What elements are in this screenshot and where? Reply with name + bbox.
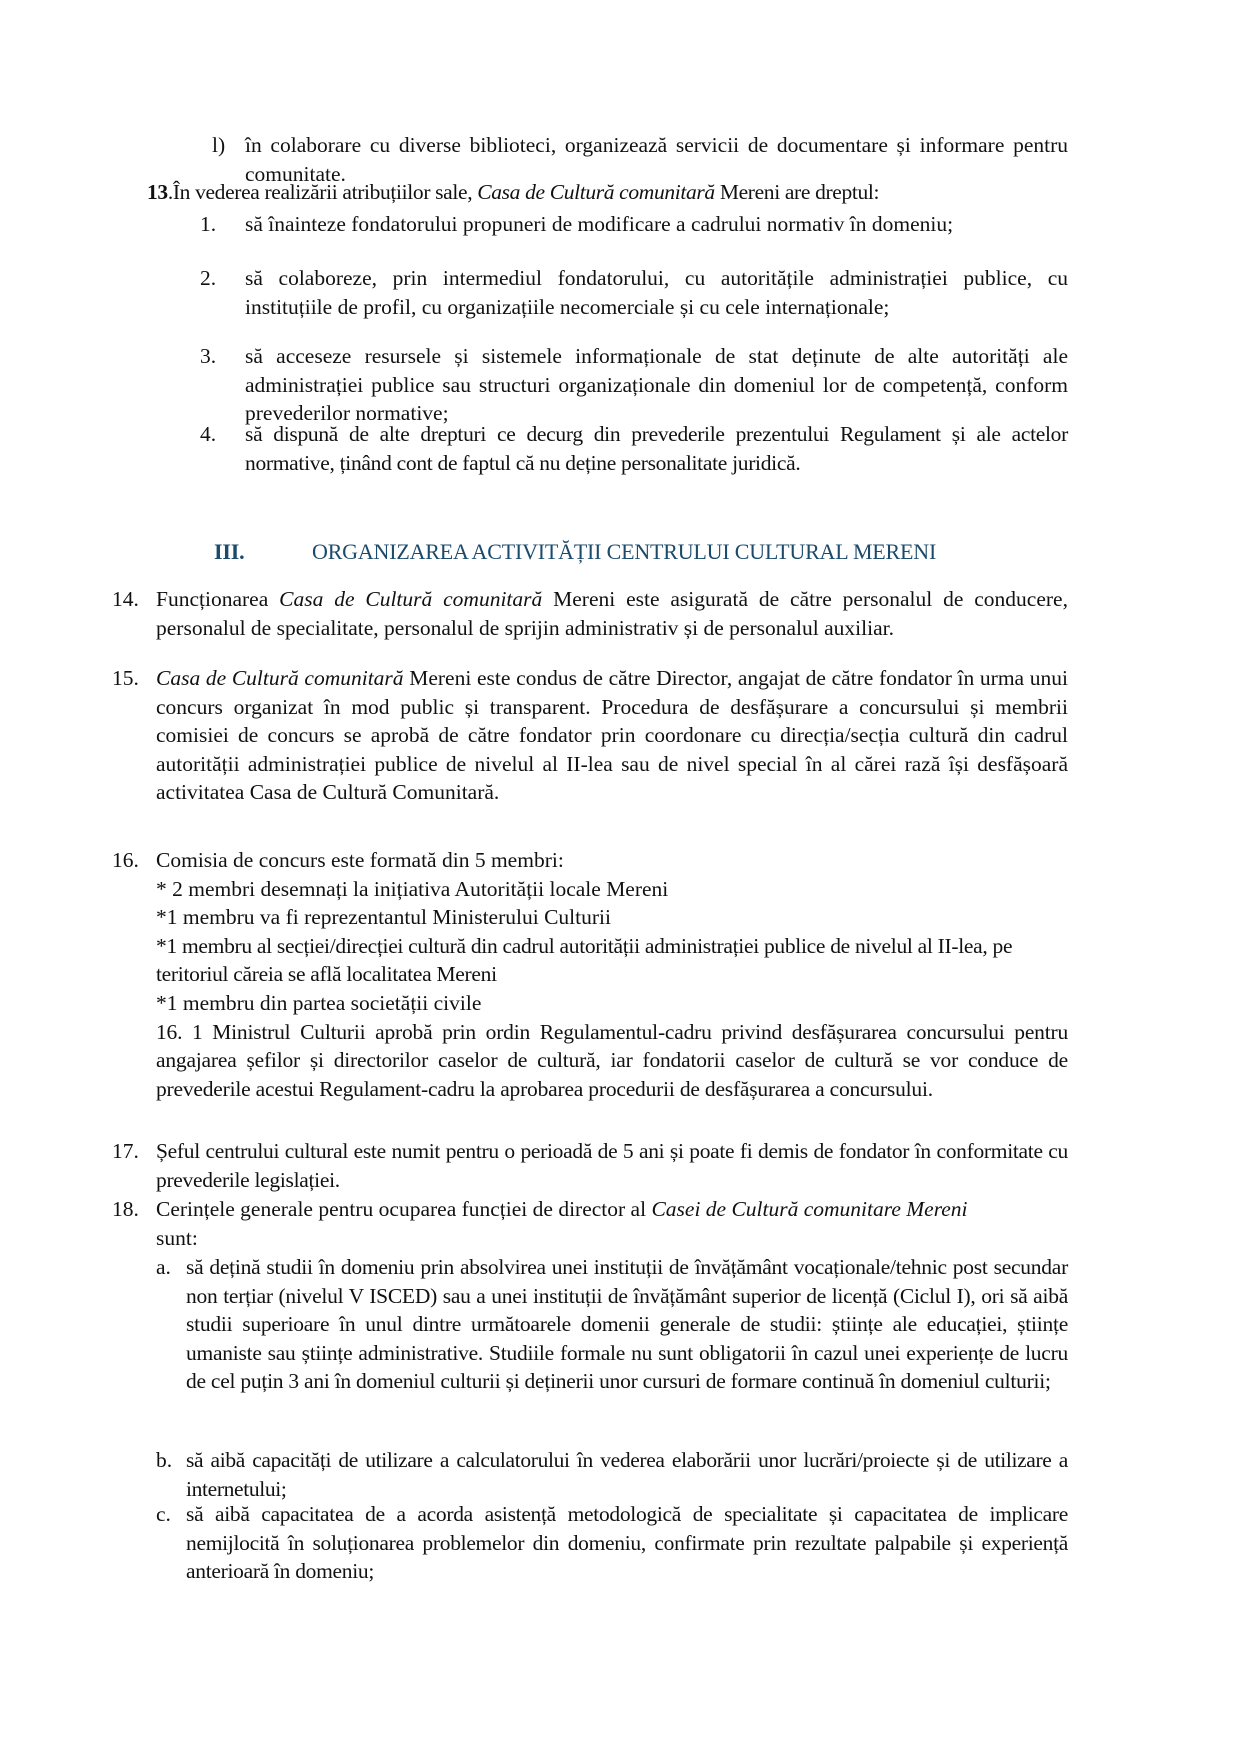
list-marker: c. [156, 1502, 171, 1526]
committee-member: *1 membru al secției/direcției cultură din cadrul autorității administrației publice de nivelul al II-lea, pe teritoriul căreia se află localitatea Mereni [156, 933, 1013, 987]
list-item [200, 264, 1068, 321]
text-segment: Mereni este asigurată de către personalul de conducere, personalul de specialitate, personalul de sprijin administrativ și de personalul auxiliar. [156, 587, 1068, 640]
paragraph-14 [112, 585, 1068, 642]
list-item [156, 1446, 1068, 1503]
list-item-text: să dețină studii în domeniu prin absolvirea unei instituții de învățământ vocaționale/tehnic post secundar non terțiar (nivelul V ISCED) sau a unei instituții de învățământ superior de licență (Ciclul I), ori să aibă studii superioare în unul dintre următoarele domenii generale de studii: științe ale educației, științe umaniste sau științe administrative. Studiile formale nu sunt obligatorii în cazul unei experiențe de lucru de cel puțin 3 ani în domeniul culturii și deținerii unor cursuri de formare continuă în domeniul culturii; [186, 1255, 1068, 1394]
list-item-text: să aibă capacități de utilizare a calculatorului în vederea elaborării unor lucrări/proiecte și de utilizare a internetului; [186, 1448, 1068, 1501]
subparagraph-16-1: 16. 1 Ministrul Culturii aprobă prin ordin Regulamentul-cadru privind desfășurarea concursului pentru angajarea șefilor și directorilor caselor de cultură, iar fondatorii caselor de cultură se vor conduce de prevederile acestui Regulament-cadru la aprobarea procedurii de desfășurarea a concursului. [156, 1019, 1068, 1101]
list-marker: l) [212, 133, 226, 157]
paragraph-number: 17. [112, 1139, 139, 1163]
list-marker: 4. [200, 422, 217, 446]
section-number: III. [214, 539, 245, 564]
list-marker: a. [156, 1255, 171, 1279]
list-item-text: să dispună de alte drepturi ce decurg din prevederile prezentului Regulament și ale actelor normative, ținând cont de faptul că nu deține personalitate juridică. [245, 422, 1068, 475]
list-item-text: să aibă capacitatea de a acorda asistență metodologică de specialitate și capacitatea de implicare nemijlocită în soluționarea problemelor din domeniu, confirmate prin rezultate palpabile și experiență anterioară în domeniu; [186, 1502, 1068, 1584]
list-item-text: să înainteze fondatorului propuneri de modificare a cadrului normativ în domeniu; [245, 212, 954, 236]
institution-name: Casei de Cultură comunitare Mereni [651, 1197, 968, 1221]
list-item [200, 210, 1068, 239]
paragraph-text [156, 585, 1068, 642]
paragraph-15 [112, 664, 1068, 807]
institution-name: Casa de Cultură comunitară [156, 666, 404, 690]
text-segment: Mereni este condus de către Director, angajat de către fondator în urma unui concurs organizat în mod public și transparent. Procedura de desfășurare a concursului și membrii comisiei de concurs se aprobă de către fondator prin coordonare cu direcția/secția cultură din cadrul autorității administrației publice de nivelul al II-lea sau de nivel special în al cărei rază își desfășoară activitatea Casa de Cultură Comunitară. [156, 666, 1068, 805]
list-item [156, 1500, 1068, 1586]
paragraph-number: 16. [112, 848, 139, 872]
institution-name: Casa de Cultură comunitară [477, 180, 715, 204]
list-item-text: să colaboreze, prin intermediul fondatorului, cu autoritățile administrației publice, cu instituțiile de profil, cu organizațiile necomerciale și cu cele internaționale; [245, 266, 1068, 319]
paragraph-17 [112, 1137, 1068, 1194]
paragraph-16 [112, 846, 1068, 1103]
paragraph-18 [112, 1195, 1012, 1252]
paragraph-text [156, 664, 1068, 807]
paragraph-text: Șeful centrului cultural este numit pentru o perioadă de 5 ani și poate fi demis de fondator în conformitate cu prevederile legislației. [156, 1139, 1068, 1192]
paragraph-text: Comisia de concurs este formată din 5 membri: [156, 848, 564, 872]
list-marker: 1. [200, 212, 217, 236]
committee-member: *1 membru va fi reprezentantul Ministerului Culturii [156, 905, 611, 930]
list-marker: b. [156, 1448, 173, 1472]
list-item [156, 1253, 1068, 1396]
section-title: ORGANIZAREA ACTIVITĂȚII CENTRULUI CULTURAL MERENI [312, 539, 937, 564]
text-segment: Funcționarea [156, 587, 280, 611]
paragraph-text-end: Mereni are dreptul: [714, 180, 880, 204]
paragraph-13 [147, 178, 1067, 207]
list-item-text: să acceseze resursele și sistemele informaționale de stat deținute de alte autorități ale administrației publice sau structuri organizaționale din domeniul lor de competență, conform prevederilor normative; [245, 344, 1068, 426]
committee-member: * 2 membri desemnați la inițiativa Autorității locale Mereni [156, 876, 669, 901]
section-heading [214, 539, 936, 565]
paragraph-body [156, 846, 1068, 1103]
list-marker: 2. [200, 266, 217, 290]
committee-member: *1 membru din partea societății civile [156, 990, 482, 1015]
paragraph-number: 13 [147, 180, 168, 204]
paragraph-number: 15. [112, 666, 139, 690]
list-item-text: în colaborare cu diverse biblioteci, organizează servicii de documentare și informare pentru comunitate. [245, 133, 1068, 186]
paragraph-text: .În vederea realizării atribuțiilor sale, [167, 180, 478, 204]
paragraph-number: 14. [112, 587, 139, 611]
paragraph-number: 18. [112, 1197, 139, 1221]
paragraph-text [156, 1195, 1012, 1252]
list-marker: 3. [200, 344, 217, 368]
list-item [200, 342, 1068, 428]
text-segment: sunt: [156, 1225, 198, 1250]
institution-name: Casa de Cultură comunitară [279, 587, 543, 611]
text-segment: Cerințele generale pentru ocuparea funcției de director al [156, 1197, 652, 1221]
list-item [200, 420, 1068, 477]
